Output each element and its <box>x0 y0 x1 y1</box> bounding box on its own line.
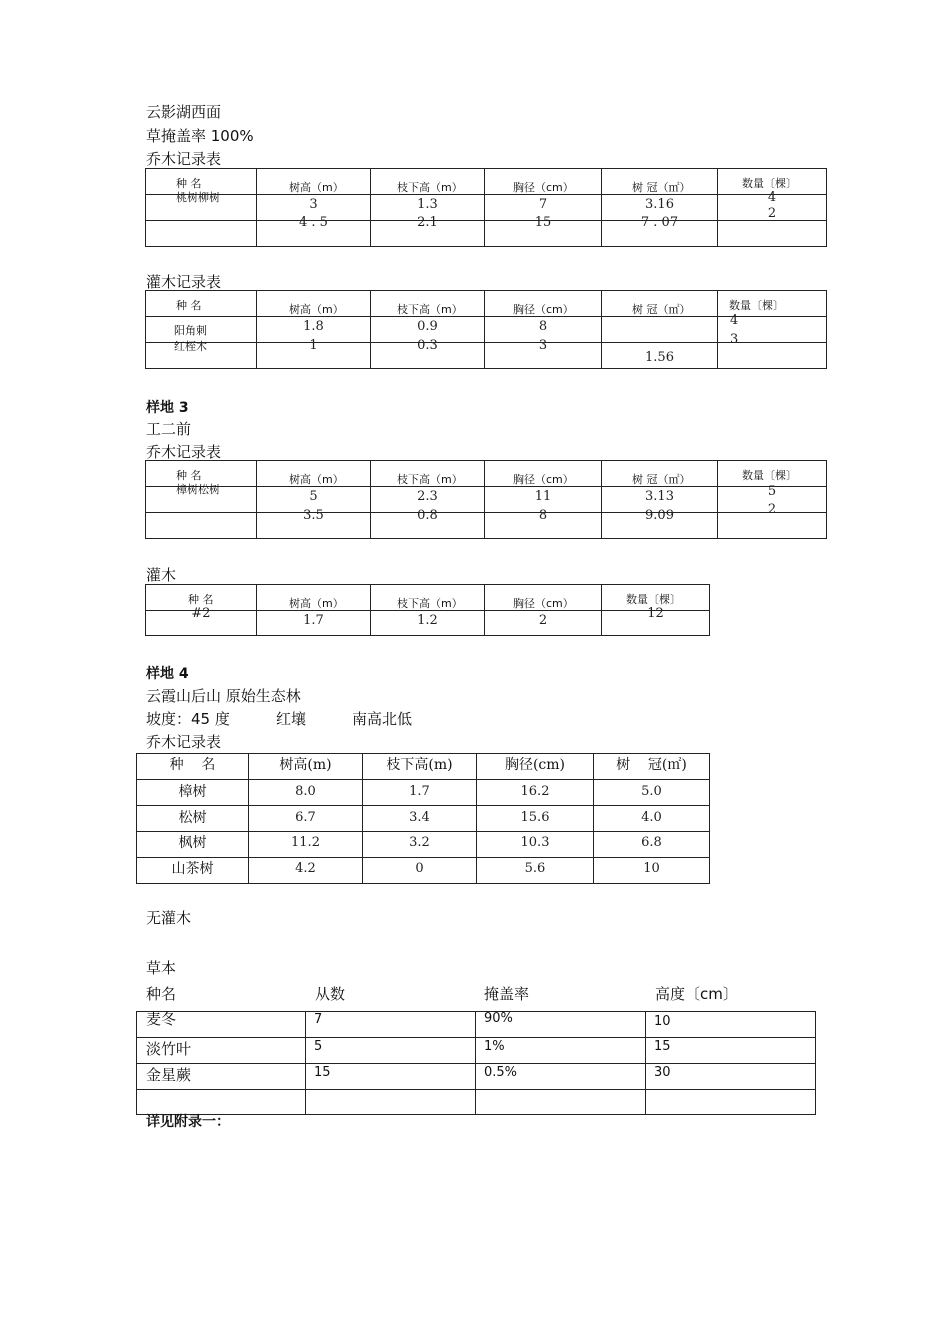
header-cell: 树 冠(㎡) <box>594 754 710 780</box>
table-header-row: 种 名 树高（m） 枝下高（m） 胸径（cm） 树 冠（㎡） 数量〔棵〕 <box>146 291 827 317</box>
plot3-location: 工二前 <box>146 420 192 438</box>
table-header-row: 种 名 树高（m） 枝下高（m） 胸径（cm） 数量〔棵〕 <box>146 585 710 611</box>
plot2-grass-cover: 草掩盖率 100% <box>146 127 254 145</box>
herb-header-name: 种名 <box>146 985 177 1003</box>
header-cell: 种 名 <box>146 169 257 195</box>
header-cell: 胸径(cm) <box>477 754 594 780</box>
plot4-location: 云霞山后山 原始生态林 <box>146 687 301 705</box>
table-row <box>146 221 827 247</box>
table-header-row <box>137 754 710 780</box>
species-label: 红桎木 <box>174 340 207 353</box>
plot3-tree-table <box>145 460 827 539</box>
plot4-title: 样地 4 <box>146 666 189 682</box>
plot4-tree-title: 乔木记录表 <box>146 733 222 751</box>
table-row: #2 1.7 1.2 2 12 <box>146 611 710 636</box>
header-cell: 枝下高（m） <box>371 169 485 195</box>
header-cell: 枝下高(m) <box>363 754 477 780</box>
table-row: 金星蕨 15 0.5% 30 <box>137 1064 816 1090</box>
plot2-tree-table <box>145 168 827 247</box>
plot4-slope: 坡度：45 度 <box>146 710 230 728</box>
table-row: 桃树柳树 3 4 . 5 1.3 2.1 7 15 3.16 7 . 07 4 2 <box>146 195 827 221</box>
header-cell: 数量〔棵〕 <box>718 169 827 195</box>
plot4-terrain: 南高北低 <box>352 710 413 728</box>
header-cell: 树高(m) <box>249 754 363 780</box>
table-row: 樟树松树 5 3.5 2.3 0.8 11 8 3.13 9.09 5 2 <box>146 487 827 513</box>
herb-header-count: 从数 <box>315 985 346 1003</box>
header-cell: 胸径（cm） <box>485 169 602 195</box>
plot2-shrub-title: 灌木记录表 <box>146 273 222 291</box>
plot3-shrub-title: 灌木 <box>146 566 177 584</box>
plot2-tree-title: 乔木记录表 <box>146 150 222 168</box>
plot4-tree-table <box>136 753 710 884</box>
table-row <box>137 1090 816 1115</box>
table-header-row: 种 名 树高（m） 枝下高（m） 胸径（cm） 树 冠（㎡） 数量〔棵〕 <box>146 461 827 487</box>
table-row: 1.56 <box>146 343 827 369</box>
plot2-location: 云影湖西面 <box>146 103 222 121</box>
species-label: 樟树松树 <box>176 483 220 496</box>
plot4-herb-title: 草本 <box>146 959 177 977</box>
header-cell: 树 冠（㎡） <box>602 169 718 195</box>
plot3-shrub-table <box>145 584 710 636</box>
table-row: 樟树 8.0 1.7 16.2 5.0 <box>137 780 710 806</box>
appendix-note: 详见附录一： <box>146 1114 230 1130</box>
herb-header-height: 高度〔cm〕 <box>655 985 738 1003</box>
table-row: 松树 6.7 3.4 15.6 4.0 <box>137 806 710 832</box>
table-row <box>146 513 827 539</box>
header-cell: 种 名 <box>137 754 249 780</box>
plot4-soil: 红壤 <box>276 710 307 728</box>
species-label: 桃树柳树 <box>176 191 220 204</box>
herb-header-cover: 掩盖率 <box>484 985 530 1003</box>
header-cell: 树高（m） <box>257 169 371 195</box>
table-row: 枫树 11.2 3.2 10.3 6.8 <box>137 832 710 858</box>
table-row: 淡竹叶 5 1% 15 <box>137 1038 816 1064</box>
species-label: 阳角刺 <box>174 324 207 337</box>
plot2-shrub-table <box>145 290 827 369</box>
plot3-tree-title: 乔木记录表 <box>146 443 222 461</box>
plot4-herb-table <box>136 1011 816 1115</box>
plot4-no-shrub: 无灌木 <box>146 909 192 927</box>
table-row: 麦冬 7 90% 10 <box>137 1012 816 1038</box>
table-row: 阳角刺 红桎木 1.8 1 0.9 0.3 8 3 4 3 <box>146 317 827 343</box>
table-row: 山茶树 4.2 0 5.6 10 <box>137 858 710 884</box>
plot3-title: 样地 3 <box>146 400 189 416</box>
